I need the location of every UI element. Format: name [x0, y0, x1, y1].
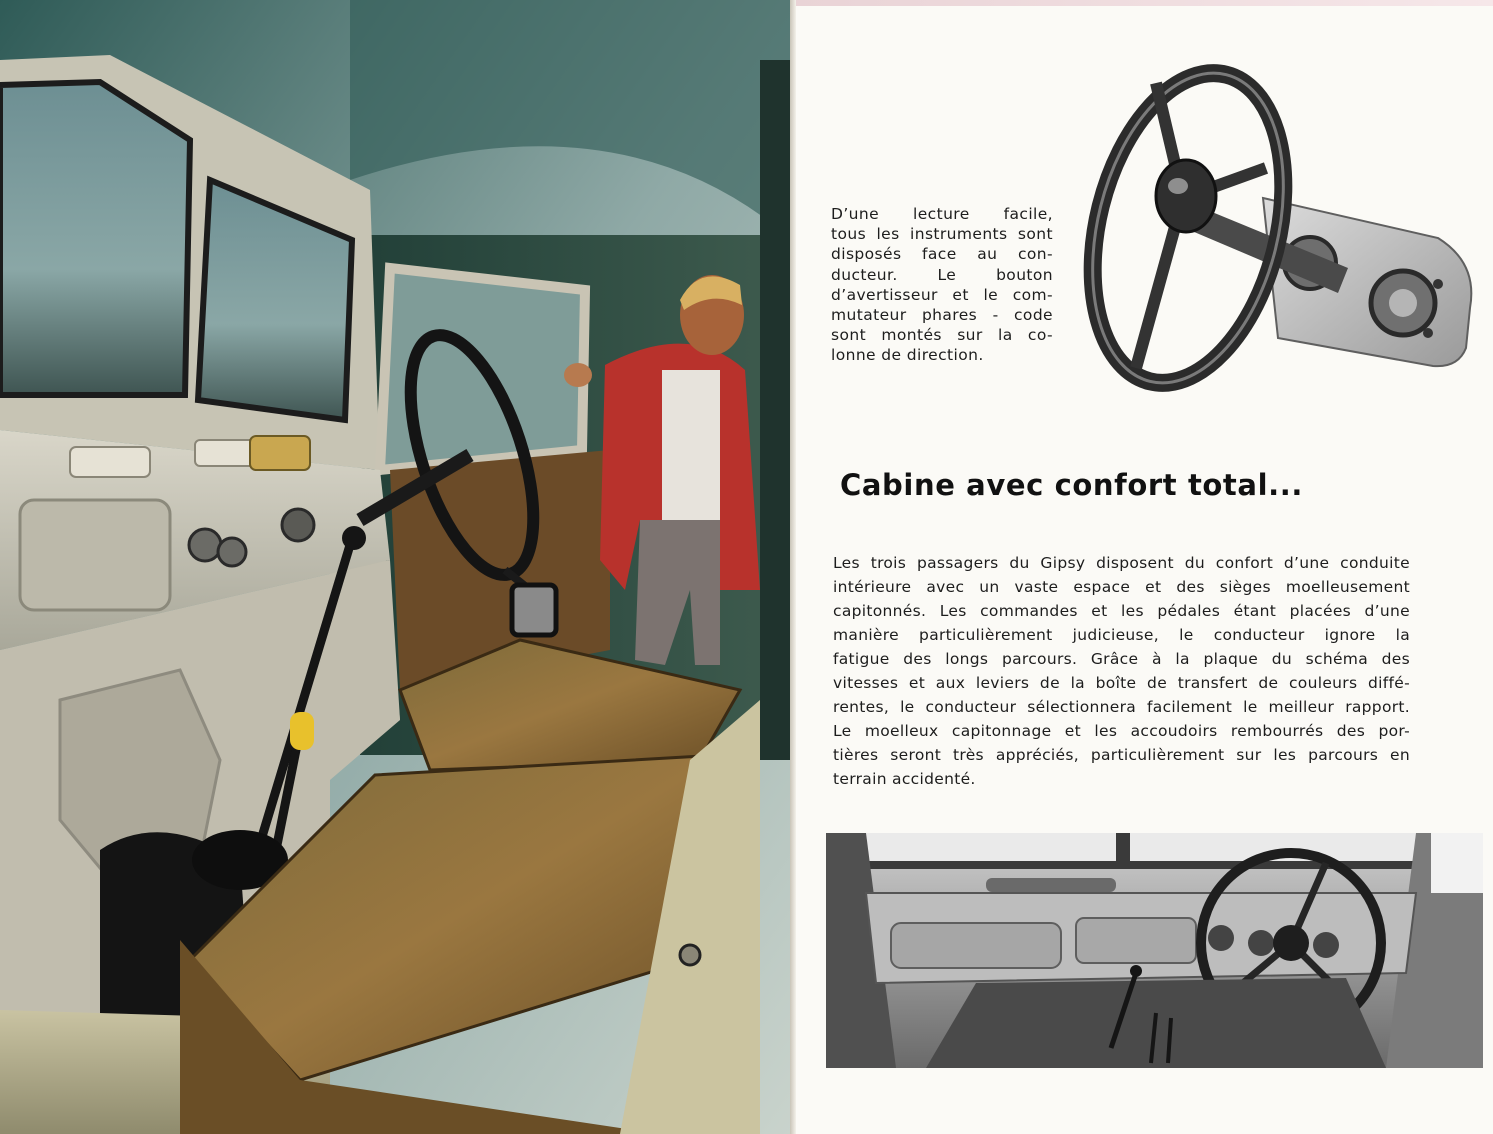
paragraph-line: manière particulièrement judicieuse, le conducteur ignore la: [833, 626, 1410, 644]
paragraph-line: terrain accidenté.: [833, 770, 976, 788]
paragraph-line: vitesses et aux leviers de la boîte de transfert de couleurs diffé-: [833, 674, 1410, 692]
horn-button: [1156, 160, 1216, 232]
caption-line: sont montés sur la co-: [831, 326, 1053, 345]
gauge-right: [218, 538, 246, 566]
mirror: [512, 585, 556, 635]
transfer-lever-knob: [290, 712, 314, 750]
page-fold: [790, 0, 796, 1134]
caption-line: lonne de direction.: [831, 346, 984, 365]
page-top-edge: [796, 0, 1493, 6]
windshield-left: [0, 82, 190, 395]
caption-line: d’avertisseur et le com-: [831, 285, 1053, 304]
man-shirt: [662, 370, 720, 530]
caption-line: tous les instruments sont: [831, 225, 1053, 244]
glove-box-photo: [891, 923, 1061, 968]
caption-line: disposés face au con-: [831, 245, 1053, 264]
paragraph-line: Le moelleux capitonnage et les accoudoirs rembourrés des por-: [833, 722, 1410, 740]
caption-line: D’une lecture facile,: [831, 205, 1053, 223]
instruments-caption: [831, 204, 1053, 366]
caption-line: mutateur phares - code: [831, 306, 1053, 325]
paragraph-line: Les trois passagers du Gipsy disposent du confort d’une conduite: [833, 554, 1410, 572]
caption-line: ducteur. Le bouton: [831, 265, 1053, 284]
paragraph-line: capitonnés. Les commandes et les pédales étant placées d’une: [833, 602, 1410, 620]
paragraph-line: intérieure avec un vaste espace et des sièges moelleusement: [833, 578, 1410, 596]
paragraph-line: tières seront très appréciés, particulièrement sur les parcours en: [833, 746, 1410, 764]
paragraph-line: rentes, le conducteur sélectionnera facilement le meilleur rapport.: [833, 698, 1410, 716]
steering-wheel-photo: [1078, 48, 1478, 412]
speedometer: [282, 509, 314, 541]
glove-box: [20, 500, 170, 610]
paragraph-line: fatigue des longs parcours. Grâce à la plaque du schéma des: [833, 650, 1410, 668]
dashboard-photo: [826, 833, 1483, 1068]
comfort-paragraph: [833, 551, 1410, 791]
section-headline: Cabine avec confort total...: [840, 468, 1303, 502]
gauge-left: [189, 529, 221, 561]
